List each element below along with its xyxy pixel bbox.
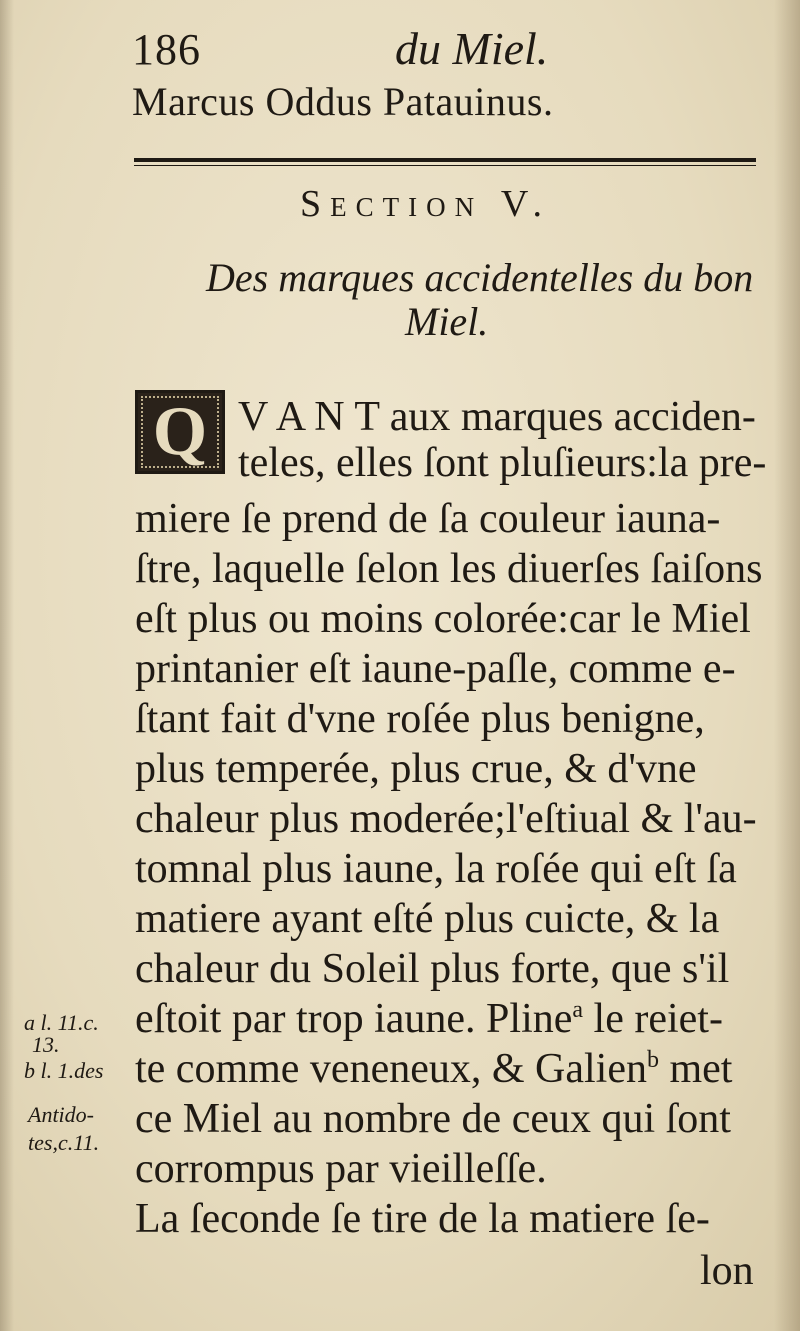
body-line-9: chaleur plus moderée;l'eſtiual & l'au- [135,796,757,842]
body-line-14-text: te comme veneneux, & Galien [135,1046,647,1092]
body-line-13-tail: le reiet- [593,996,723,1042]
section-title: Section V. [300,183,551,225]
marginal-note-b-line1: b l. 1.des [24,1058,104,1083]
page-number: 186 [132,25,201,74]
page-spine-shadow [774,0,800,1331]
body-line-14-tail: met [669,1046,733,1092]
body-line-17: La ſeconde ſe tire de la matiere ſe- [135,1196,710,1242]
section-rule-thick [134,158,756,162]
body-line-3: miere ſe prend de ſa couleur iauna- [135,496,721,542]
section-subtitle-line1: Des marques accidentelles du bon [206,255,754,300]
body-line-15: ce Miel au nombre de ceux qui ſont [135,1096,731,1142]
marginal-note-b-line3: tes,c.11. [28,1130,100,1155]
section-subtitle-line2: Miel. [405,299,489,344]
body-line-5: eſt plus ou moins colorée:car le Miel [135,596,751,642]
running-head: du Miel. [395,23,549,74]
body-line-14 [135,1048,732,1090]
body-line-16: corrompus par vieilleſſe. [135,1146,547,1192]
catchword: lon [700,1248,754,1294]
body-line-1: V A N T aux marques acciden- [238,394,756,440]
marginal-note-a-line1: a l. 11.c. [24,1010,99,1035]
section-rule-thin [134,165,756,166]
page-left-edge-shadow [0,0,14,1331]
body-line-13-text: eſtoit par trop iaune. Pline [135,996,573,1042]
decorated-drop-cap [135,390,225,474]
body-line-2: teles, elles ſont pluſieurs:la pre- [238,440,767,486]
body-line-8: plus temperée, plus crue, & d'vne [135,746,697,792]
marginal-note-b-line2: Antido- [28,1102,94,1127]
body-line-7: ſtant fait d'vne roſée plus benigne, [135,696,705,742]
body-line-12: chaleur du Soleil plus forte, que s'il [135,946,730,992]
footnote-mark-b: b [646,1047,659,1073]
body-line-4: ſtre, laquelle ſelon les diuerſes ſaiſons [135,546,763,592]
body-line-13 [135,998,723,1040]
author-line: Marcus Oddus Patauinus. [132,79,554,124]
marginal-note-a-line2: 13. [32,1032,60,1057]
footnote-mark-a: a [572,997,584,1023]
drop-cap-letter: Q [141,396,219,468]
body-line-10: tomnal plus iaune, la roſée qui eſt ſa [135,846,737,892]
body-line-6: printanier eſt iaune-paſle, comme e- [135,646,736,692]
body-line-11: matiere ayant eſté plus cuicte, & la [135,896,720,942]
